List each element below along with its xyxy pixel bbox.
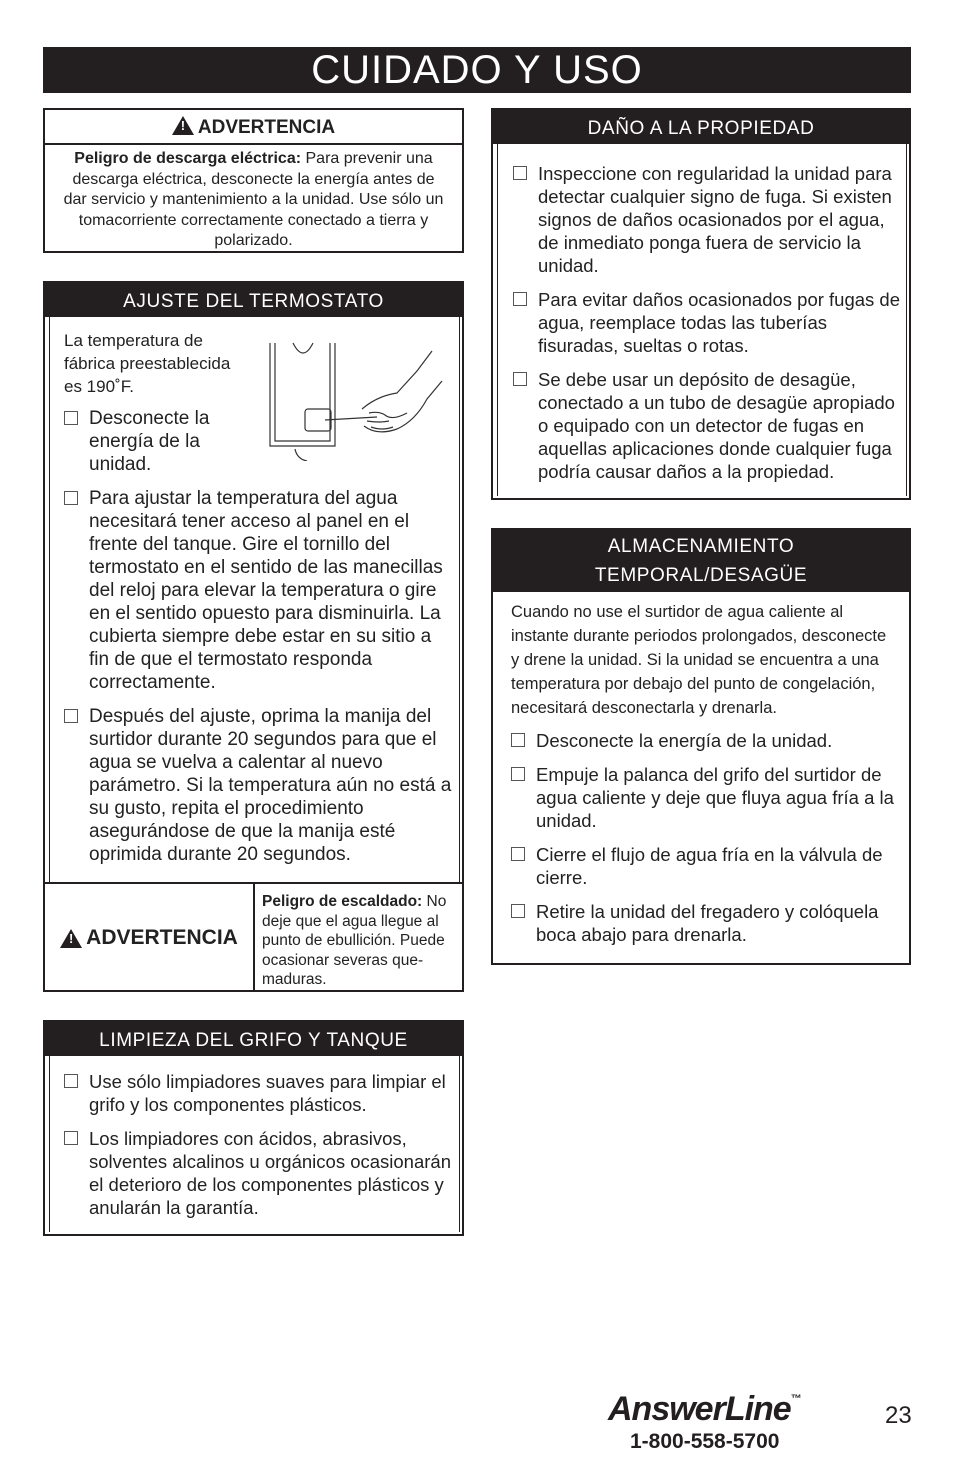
storage-heading-line1: ALMACENAMIENTO bbox=[607, 536, 795, 557]
warning-heading-text: ADVERTENCIA bbox=[197, 117, 336, 138]
list-item bbox=[64, 407, 229, 476]
warning-text: Para prevenir una descarga eléctrica, desconecte la energía antes de dar servicio y mantenimiento a la unidad. Use sólo un tomacorriente correctamente conectado a tierra y polarizado. bbox=[63, 150, 444, 249]
list-item-text: Retire la unidad del fregadero y colóquela boca abajo para drenarla. bbox=[536, 901, 879, 945]
list-item-text: Use sólo limpiadores suaves para limpiar el grifo y los componentes plásticos. bbox=[89, 1071, 446, 1115]
trademark: ™ bbox=[790, 1393, 802, 1405]
page-number: 23 bbox=[885, 1402, 912, 1429]
list-item bbox=[513, 368, 903, 483]
checkbox-icon bbox=[513, 166, 527, 180]
warning-bold-text: Peligro de descarga eléctrica: bbox=[74, 150, 302, 167]
list-item-text: Desconecte la energía de la unidad. bbox=[89, 408, 210, 475]
checkbox-icon bbox=[64, 1074, 78, 1088]
page-title: CUIDADO Y USO bbox=[43, 47, 911, 93]
storage-heading bbox=[493, 530, 909, 592]
scald-warning bbox=[45, 882, 462, 992]
list-item bbox=[513, 162, 903, 277]
list-item bbox=[64, 1127, 456, 1219]
scald-warning-label bbox=[45, 884, 255, 992]
list-item-text: Cierre el flujo de agua fría en la válvula de cierre. bbox=[536, 844, 883, 888]
storage-intro: Cuando no use el surtidor de agua caliente al instante durante periodos prolongados, desconecte y drene la unidad. Si la unidad se encuentra a una temperatura por debajo del punto de congelación, necesitará desconectarla y drenarla. bbox=[511, 603, 887, 717]
electric-warning-box bbox=[43, 108, 464, 253]
list-item bbox=[511, 843, 901, 889]
cleaning-heading: LIMPIEZA DEL GRIFO Y TANQUE bbox=[45, 1022, 462, 1056]
list-item-text: Inspeccione con regularidad la unidad para detectar cualquier signo de fuga. Si existen signos de daños ocasionados por el agua, de inmediato ponga fuera de servicio la unidad. bbox=[538, 163, 892, 276]
cleaning-section bbox=[43, 1020, 464, 1236]
list-item-text: Se debe usar un depósito de desagüe, conectado a un tubo de desagüe apropiado o equipado con un detector de fugas en aquellas aplicaciones donde cualquier fuga podría causar daños a la propiedad. bbox=[538, 369, 895, 482]
scald-warning-body: No deje que el agua llegue al punto de ebullición. Puede ocasionar severas que-maduras. bbox=[262, 893, 447, 988]
phone-number: 1-800-558-5700 bbox=[630, 1430, 780, 1453]
checkbox-icon bbox=[513, 372, 527, 386]
warning-triangle-icon: ! bbox=[172, 116, 194, 135]
checkbox-icon bbox=[64, 709, 78, 723]
list-item bbox=[511, 763, 901, 832]
scald-warning-bold: Peligro de escaldado: bbox=[262, 893, 423, 910]
brand-logo bbox=[608, 1390, 838, 1430]
thermostat-intro: La temperatura de fábrica preestablecida es 190˚F. bbox=[64, 331, 231, 396]
checkbox-icon bbox=[511, 733, 525, 747]
checkbox-icon bbox=[513, 292, 527, 306]
list-item bbox=[64, 487, 454, 694]
property-section bbox=[491, 108, 911, 500]
property-heading: DAÑO A LA PROPIEDAD bbox=[493, 110, 909, 144]
list-item-text: Después del ajuste, oprima la manija del surtidor durante 20 segundos para que el agua se vuelva a calentar al nuevo parámetro. Si la temperatura aún no está a su gusto, repita el procedimiento asegurándose de que la manija esté oprimida durante 20 segundos. bbox=[89, 706, 452, 865]
list-item-text: Para ajustar la temperatura del agua necesitará tener acceso al panel en el frente del tanque. Gire el tornillo del termostato en el sentido de las manecillas del reloj para elevar la temperatura o gire en el sentido opuesto para disminuirla. La cubierta siempre debe estar en su sitio a fin de que el termostato responda correctamente. bbox=[89, 488, 443, 693]
thermostat-list bbox=[64, 407, 454, 866]
warning-triangle-icon: ! bbox=[60, 929, 82, 948]
checkbox-icon bbox=[64, 1131, 78, 1145]
thermostat-section bbox=[43, 281, 464, 992]
list-item bbox=[513, 288, 903, 357]
cleaning-list bbox=[64, 1070, 456, 1219]
checkbox-icon bbox=[64, 411, 78, 425]
list-item-text: Desconecte la energía de la unidad. bbox=[536, 730, 833, 751]
list-item bbox=[64, 705, 454, 866]
storage-list bbox=[511, 729, 901, 946]
list-item-text: Para evitar daños ocasionados por fugas de agua, reemplace todas las tuberías fisuradas, sueltas o rotas. bbox=[538, 289, 901, 356]
thermostat-heading: AJUSTE DEL TERMOSTATO bbox=[45, 283, 462, 317]
warning-heading bbox=[45, 110, 462, 145]
brand-name: AnswerLine bbox=[608, 1390, 791, 1428]
checkbox-icon bbox=[511, 767, 525, 781]
list-item bbox=[511, 900, 901, 946]
storage-heading-line2: TEMPORAL/DESAGÜE bbox=[594, 565, 808, 586]
checkbox-icon bbox=[511, 847, 525, 861]
warning-body bbox=[45, 145, 462, 252]
list-item bbox=[64, 1070, 456, 1116]
property-list bbox=[513, 162, 903, 483]
storage-section bbox=[491, 528, 911, 965]
checkbox-icon bbox=[511, 904, 525, 918]
checkbox-icon bbox=[64, 491, 78, 505]
scald-warning-text bbox=[262, 892, 454, 990]
list-item bbox=[511, 729, 901, 752]
scald-warning-label-text: ADVERTENCIA bbox=[86, 926, 238, 949]
list-item-text: Los limpiadores con ácidos, abrasivos, solventes alcalinos u orgánicos ocasionarán el deterioro de los componentes plásticos y anularán la garantía. bbox=[89, 1128, 451, 1218]
list-item-text: Empuje la palanca del grifo del surtidor de agua caliente y deje que fluya agua fría a la unidad. bbox=[536, 764, 894, 831]
